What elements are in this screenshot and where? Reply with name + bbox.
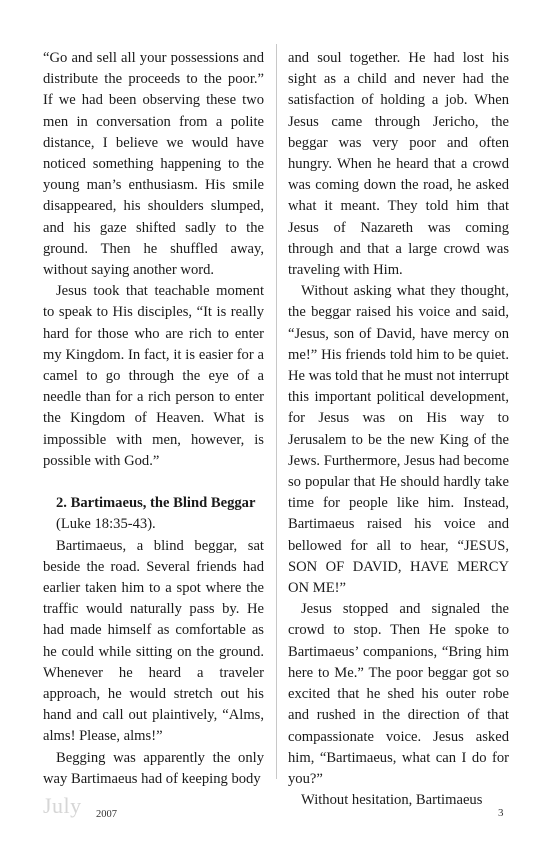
section-heading: 2. Bartimaeus, the Blind Beggar	[56, 495, 256, 512]
right-column	[288, 48, 509, 811]
column-divider	[276, 44, 277, 779]
paragraph: Begging was apparently the only way Bartimaeus had of keeping body	[43, 749, 264, 787]
page-number: 3	[498, 807, 504, 819]
scripture-reference: (Luke 18:35-43).	[56, 516, 156, 533]
footer-month: July	[43, 793, 82, 818]
paragraph: Jesus stopped and signaled the crowd to stop. Then He spoke to Bartimaeus’ companions, “Bring him here to Me.” The poor beggar got so excited that he shed his outer robe and rushed in the direction of that compassionate voice. Jesus asked him, “Bartimaeus, what can I do for you?”	[288, 601, 509, 787]
paragraph: Jesus took that teachable moment to speak to His disciples, “It is really hard for those who are rich to enter my Kingdom. In fact, it is easier for a camel to go through the eye of a needle than for a rich person to enter the Kingdom of Heaven. What is impossible with men, however, is possible with God.”	[43, 283, 264, 469]
paragraph: “Go and sell all your possessions and distribute the proceeds to the poor.” If we had been observing these two men in conversation from a polite distance, I believe we would have noticed something happening to the young man’s enthusiasm. His smile disappeared, his shoulders slumped, and his gaze shifted sadly to the ground. Then he shuffled away, without saying another word.	[43, 50, 264, 279]
footer-year: 2007	[96, 809, 117, 820]
section-spacer	[43, 472, 264, 493]
left-column	[43, 48, 264, 790]
paragraph: and soul together. He had lost his sight as a child and never had the satisfaction of holding a job. When Jesus came through Jericho, the beggar was very poor and often hungry. When he heard that a crowd was coming down the road, he asked what it meant. They told him that Jesus of Nazareth was coming through and that a large crowd was traveling with Him.	[288, 50, 509, 279]
paragraph: Bartimaeus, a blind beggar, sat beside the road. Several friends had earlier taken him to a spot where the traffic would naturally pass by. He had made himself as comfortable as he could while sitting on the ground. Whenever he heard a traveler approach, he would stretch out his hand and call out plaintively, “Alms, alms! Please, alms!”	[43, 537, 264, 745]
paragraph: Without hesitation, Bartimaeus	[301, 792, 483, 809]
paragraph: Without asking what they thought, the beggar raised his voice and said, “Jesus, son of David, have mercy on me!” His friends told him to be quiet. He was told that he must not interrupt this important political development, for Jesus was on His way to Jerusalem to be the new King of the Jews. Furthermore, Jesus had become so popular that He should hardly take time for people like him. Instead, Bartimaeus raised his voice and bellowed for all to hear, “JESUS, SON OF DAVID, HAVE MERCY ON ME!”	[288, 283, 509, 597]
